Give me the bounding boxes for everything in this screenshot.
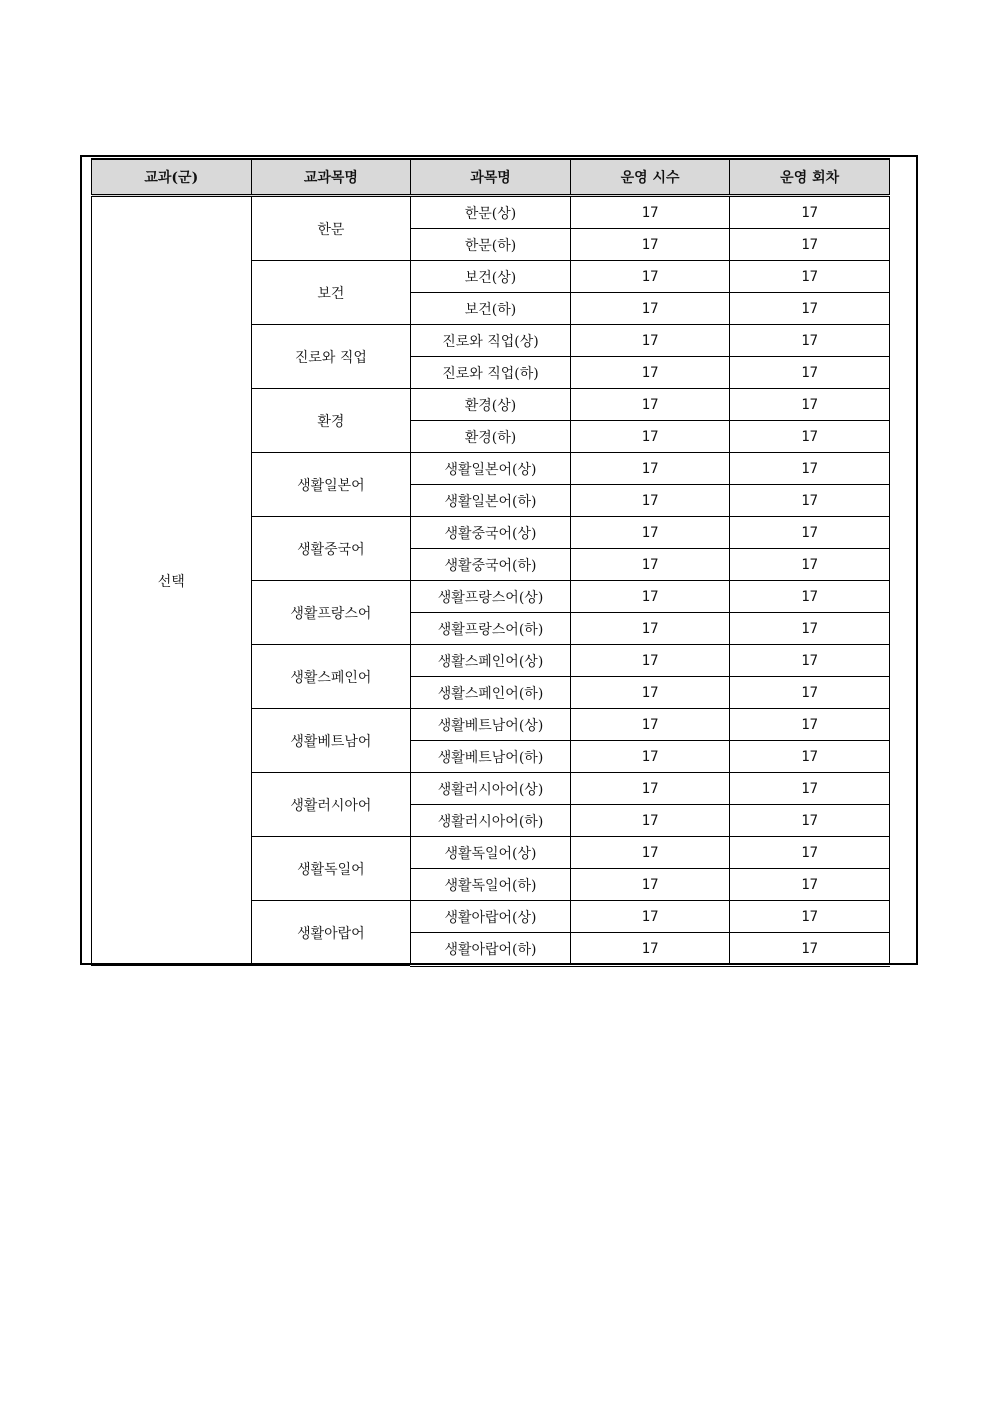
course-cell: 생활아랍어(하) xyxy=(411,933,571,966)
sessions-cell: 17 xyxy=(730,901,890,933)
hours-cell: 17 xyxy=(570,933,730,966)
subject-cell: 환경 xyxy=(251,389,411,453)
course-cell: 진로와 직업(상) xyxy=(411,325,571,357)
course-cell: 생활프랑스어(상) xyxy=(411,581,571,613)
course-cell: 생활프랑스어(하) xyxy=(411,613,571,645)
sessions-cell: 17 xyxy=(730,549,890,581)
header-subject: 교과목명 xyxy=(251,159,411,196)
hours-cell: 17 xyxy=(570,549,730,581)
hours-cell: 17 xyxy=(570,517,730,549)
subject-cell: 생활일본어 xyxy=(251,453,411,517)
hours-cell: 17 xyxy=(570,389,730,421)
hours-cell: 17 xyxy=(570,837,730,869)
sessions-cell: 17 xyxy=(730,677,890,709)
subject-cell: 보건 xyxy=(251,261,411,325)
sessions-cell: 17 xyxy=(730,741,890,773)
course-cell: 생활아랍어(상) xyxy=(411,901,571,933)
sessions-cell: 17 xyxy=(730,261,890,293)
course-cell: 한문(상) xyxy=(411,196,571,229)
course-cell: 생활독일어(하) xyxy=(411,869,571,901)
course-cell: 생활중국어(상) xyxy=(411,517,571,549)
hours-cell: 17 xyxy=(570,453,730,485)
hours-cell: 17 xyxy=(570,293,730,325)
hours-cell: 17 xyxy=(570,581,730,613)
table-body xyxy=(92,196,890,966)
subject-cell: 생활베트남어 xyxy=(251,709,411,773)
course-cell: 보건(상) xyxy=(411,261,571,293)
course-cell: 생활중국어(하) xyxy=(411,549,571,581)
hours-cell: 17 xyxy=(570,805,730,837)
sessions-cell: 17 xyxy=(730,645,890,677)
course-cell: 생활러시아어(상) xyxy=(411,773,571,805)
sessions-cell: 17 xyxy=(730,933,890,966)
sessions-cell: 17 xyxy=(730,613,890,645)
sessions-cell: 17 xyxy=(730,709,890,741)
course-cell: 한문(하) xyxy=(411,229,571,261)
hours-cell: 17 xyxy=(570,196,730,229)
sessions-cell: 17 xyxy=(730,389,890,421)
hours-cell: 17 xyxy=(570,485,730,517)
course-cell: 보건(하) xyxy=(411,293,571,325)
header-hours: 운영 시수 xyxy=(570,159,730,196)
sessions-cell: 17 xyxy=(730,581,890,613)
hours-cell: 17 xyxy=(570,709,730,741)
hours-cell: 17 xyxy=(570,261,730,293)
header-category: 교과(군) xyxy=(92,159,252,196)
sessions-cell: 17 xyxy=(730,485,890,517)
hours-cell: 17 xyxy=(570,357,730,389)
course-cell: 생활스페인어(상) xyxy=(411,645,571,677)
sessions-cell: 17 xyxy=(730,837,890,869)
hours-cell: 17 xyxy=(570,325,730,357)
hours-cell: 17 xyxy=(570,421,730,453)
course-cell: 생활일본어(하) xyxy=(411,485,571,517)
sessions-cell: 17 xyxy=(730,517,890,549)
hours-cell: 17 xyxy=(570,773,730,805)
subject-cell: 생활아랍어 xyxy=(251,901,411,966)
hours-cell: 17 xyxy=(570,741,730,773)
category-cell: 선택 xyxy=(92,196,252,966)
course-cell: 생활일본어(상) xyxy=(411,453,571,485)
course-cell: 생활베트남어(하) xyxy=(411,741,571,773)
hours-cell: 17 xyxy=(570,901,730,933)
header-row xyxy=(92,159,890,196)
subject-cell: 생활프랑스어 xyxy=(251,581,411,645)
subject-cell: 진로와 직업 xyxy=(251,325,411,389)
subject-cell: 한문 xyxy=(251,196,411,261)
subject-cell: 생활독일어 xyxy=(251,837,411,901)
sessions-cell: 17 xyxy=(730,773,890,805)
hours-cell: 17 xyxy=(570,229,730,261)
course-cell: 생활러시아어(하) xyxy=(411,805,571,837)
hours-cell: 17 xyxy=(570,677,730,709)
course-cell: 생활스페인어(하) xyxy=(411,677,571,709)
header-course: 과목명 xyxy=(411,159,571,196)
sessions-cell: 17 xyxy=(730,869,890,901)
course-cell: 진로와 직업(하) xyxy=(411,357,571,389)
sessions-cell: 17 xyxy=(730,196,890,229)
course-cell: 생활베트남어(상) xyxy=(411,709,571,741)
sessions-cell: 17 xyxy=(730,229,890,261)
hours-cell: 17 xyxy=(570,869,730,901)
hours-cell: 17 xyxy=(570,645,730,677)
course-cell: 환경(하) xyxy=(411,421,571,453)
course-cell: 환경(상) xyxy=(411,389,571,421)
curriculum-table xyxy=(91,158,890,967)
subject-cell: 생활러시아어 xyxy=(251,773,411,837)
hours-cell: 17 xyxy=(570,613,730,645)
sessions-cell: 17 xyxy=(730,293,890,325)
sessions-cell: 17 xyxy=(730,805,890,837)
subject-cell: 생활스페인어 xyxy=(251,645,411,709)
sessions-cell: 17 xyxy=(730,453,890,485)
course-cell: 생활독일어(상) xyxy=(411,837,571,869)
sessions-cell: 17 xyxy=(730,325,890,357)
table-row xyxy=(92,196,890,229)
sessions-cell: 17 xyxy=(730,421,890,453)
subject-cell: 생활중국어 xyxy=(251,517,411,581)
sessions-cell: 17 xyxy=(730,357,890,389)
header-sessions: 운영 회차 xyxy=(730,159,890,196)
